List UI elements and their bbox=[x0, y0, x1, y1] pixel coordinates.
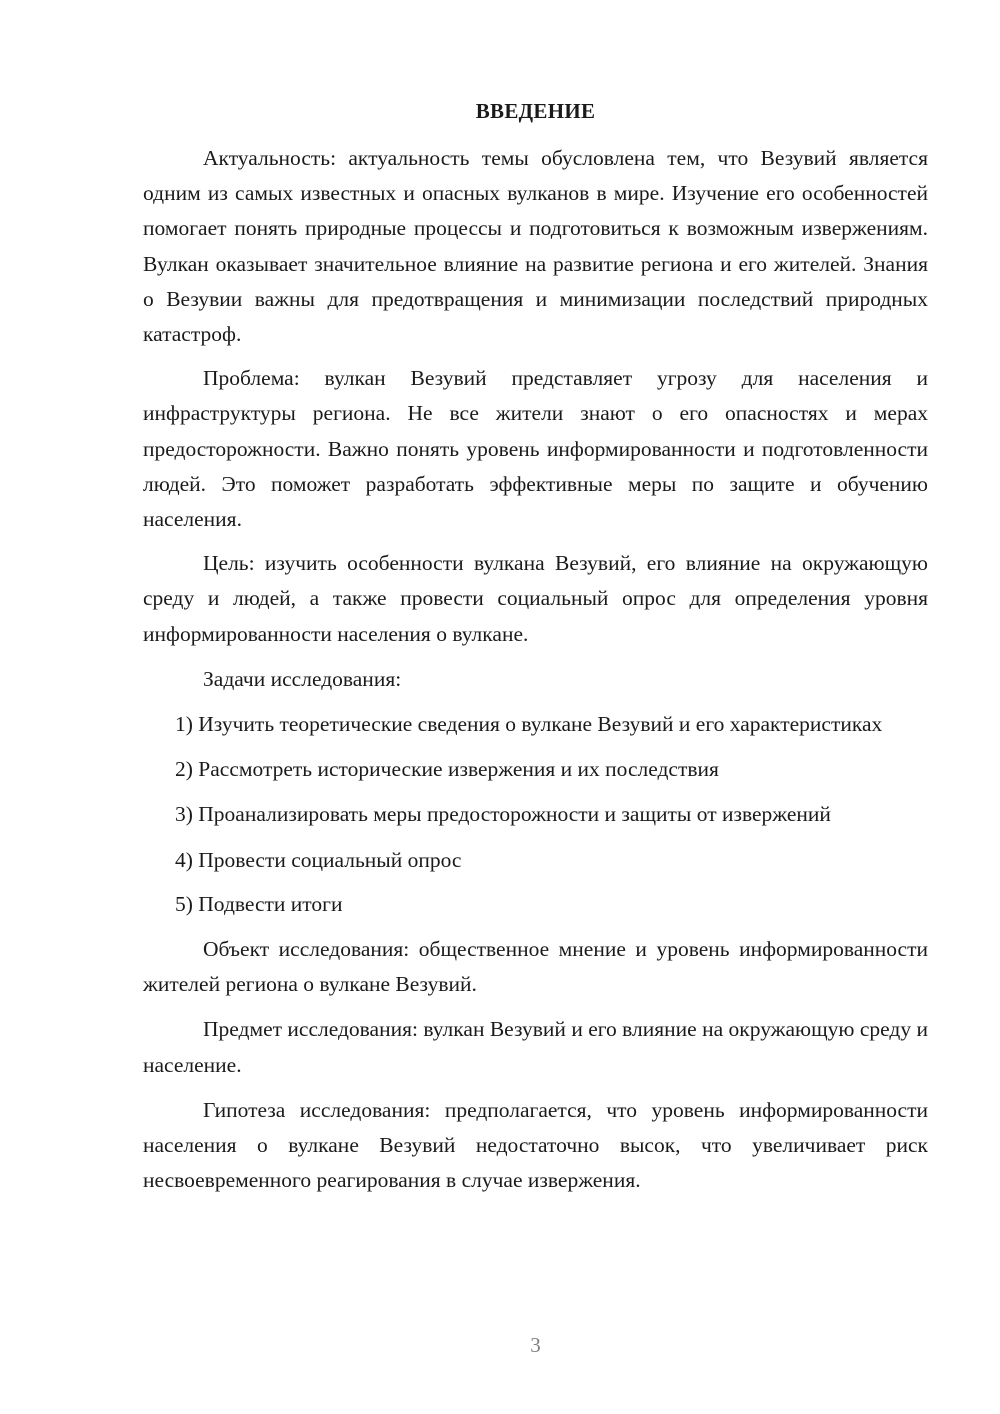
tasks-heading: Задачи исследования: bbox=[203, 666, 402, 691]
list-item-task-3: 3) Проанализировать меры предосторожности и защиты от извержений bbox=[175, 802, 831, 827]
document-body bbox=[143, 141, 928, 1198]
list-item-task-1: 1) Изучить теоретические сведения о вулкане Везувий и его характеристиках bbox=[175, 712, 883, 737]
list-item-task-2: 2) Рассмотреть исторические извержения и их последствия bbox=[175, 757, 719, 782]
paragraph-relevance: Актуальность: актуальность темы обусловлена тем, что Везувий является одним из самых известных и опасных вулканов в мире. Изучение его особенностей помогает понять природные процессы и подготовиться к возможным извержениям. Вулкан оказывает значительное влияние на развитие региона и его жителей. Знания о Везувии важны для предотвращения и минимизации последствий природных катастроф. bbox=[143, 146, 928, 347]
paragraph-object: Объект исследования: общественное мнение и уровень информированности жителей региона о вулкане Везувий. bbox=[143, 937, 928, 997]
document-page bbox=[143, 0, 928, 1414]
paragraph-goal: Цель: изучить особенности вулкана Везувий, его влияние на окружающую среду и людей, а также провести социальный опрос для определения уровня информированности населения о вулкане. bbox=[143, 551, 928, 646]
paragraph-problem: Проблема: вулкан Везувий представляет угрозу для населения и инфраструктуры региона. Не все жители знают о его опасностях и мерах предосторожности. Важно понять уровень информированности и подготовленности людей. Это поможет разработать эффективные меры по защите и обучению населения. bbox=[143, 366, 928, 532]
paragraph-subject: Предмет исследования: вулкан Везувий и его влияние на окружающую среду и население. bbox=[143, 1017, 928, 1077]
list-item-task-4: 4) Провести социальный опрос bbox=[175, 847, 462, 872]
paragraph-hypothesis: Гипотеза исследования: предполагается, что уровень информированности населения о вулкане Везувий недостаточно высок, что увеличивает риск несвоевременного реагирования в случае извержения. bbox=[143, 1097, 928, 1193]
list-item-task-5: 5) Подвести итоги bbox=[175, 891, 343, 916]
page-number: 3 bbox=[530, 1333, 541, 1357]
page-title: ВВЕДЕНИЕ bbox=[475, 99, 596, 123]
